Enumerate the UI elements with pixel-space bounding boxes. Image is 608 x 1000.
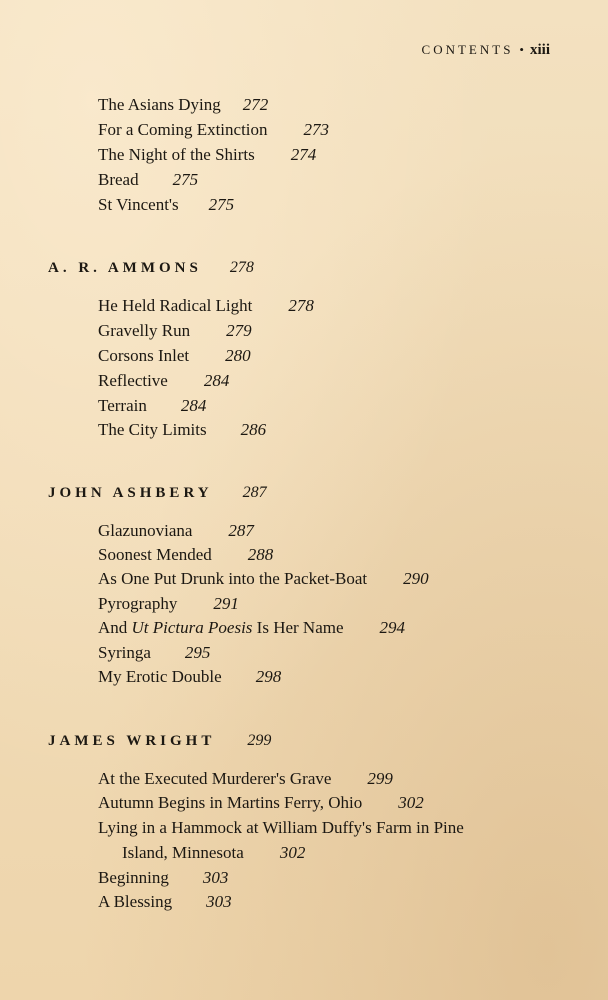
entry-title-italic: Ut Pictura Poesis: [131, 618, 253, 637]
author-name: A. R. AMMONS: [48, 260, 202, 276]
entry-page: 286: [240, 420, 267, 439]
entry-title: Pyrography: [98, 594, 178, 613]
entry-title: Beginning: [98, 868, 169, 887]
author-heading: [48, 732, 271, 750]
entry-title: The Night of the Shirts: [98, 145, 255, 164]
toc-entry: [98, 618, 405, 638]
entry-title: The City Limits: [98, 420, 207, 439]
entry-title: Autumn Begins in Martins Ferry, Ohio: [98, 793, 363, 812]
entry-title: Gravelly Run: [98, 321, 191, 340]
entry-page: 272: [242, 95, 269, 114]
toc-entry: [98, 95, 268, 115]
entry-title: Bread: [98, 170, 139, 189]
toc-entry: [98, 868, 228, 888]
author-name: JOHN ASHBERY: [48, 485, 213, 501]
toc-entry: [98, 569, 429, 589]
toc-entry: [98, 643, 210, 663]
toc-entry-continuation: [122, 843, 305, 863]
toc-entry: [98, 170, 198, 190]
toc-entry: [98, 793, 424, 813]
toc-entry: [98, 521, 254, 541]
toc-entry: [98, 818, 464, 838]
entry-page: 288: [247, 545, 274, 564]
entry-title: Island, Minnesota: [122, 843, 244, 862]
entry-page: 299: [367, 769, 393, 788]
entry-title: For a Coming Extinction: [98, 120, 268, 139]
entry-title: A Blessing: [98, 892, 173, 911]
entry-title: The Asians Dying: [98, 95, 221, 114]
author-name: JAMES WRIGHT: [48, 733, 216, 749]
entry-page: 278: [288, 296, 314, 315]
entry-title: Lying in a Hammock at William Duffy's Farm in Pine: [98, 818, 464, 837]
toc-entry: [98, 420, 266, 440]
entry-page: 302: [398, 793, 424, 812]
running-head-separator: •: [519, 42, 524, 57]
toc-entry: [98, 346, 251, 366]
toc-entry: [98, 769, 393, 789]
entry-page: 275: [172, 170, 199, 189]
entry-page: 291: [213, 594, 239, 613]
entry-title: Syringa: [98, 643, 151, 662]
entry-page: 279: [226, 321, 252, 340]
entry-title: Glazunoviana: [98, 521, 193, 540]
entry-title-part: Is Her Name: [256, 618, 344, 637]
entry-page: 303: [202, 868, 229, 887]
toc-entry: [98, 545, 273, 565]
entry-page: 284: [180, 396, 207, 415]
toc-entry: [98, 396, 206, 416]
author-heading: [48, 484, 267, 502]
toc-entry: [98, 296, 314, 316]
author-heading: [48, 259, 254, 277]
entry-page: 287: [228, 521, 254, 540]
toc-entry: [98, 195, 234, 215]
entry-title-part: And: [98, 618, 128, 637]
toc-entry: [98, 120, 329, 140]
running-head: [422, 42, 550, 59]
entry-title: As One Put Drunk into the Packet-Boat: [98, 569, 368, 588]
entry-page: 275: [208, 195, 235, 214]
entry-page: 273: [303, 120, 330, 139]
entry-page: 284: [203, 371, 230, 390]
page-number: xiii: [529, 42, 550, 58]
entry-title: Corsons Inlet: [98, 346, 190, 365]
entry-page: 290: [403, 569, 429, 588]
toc-entry: [98, 145, 316, 165]
entry-title: Soonest Mended: [98, 545, 212, 564]
entry-title: At the Executed Murderer's Grave: [98, 769, 332, 788]
toc-entry: [98, 594, 239, 614]
toc-entry: [98, 892, 232, 912]
entry-page: 294: [379, 618, 406, 637]
author-page: 287: [242, 484, 267, 501]
entry-title: Terrain: [98, 396, 147, 415]
toc-entry: [98, 321, 252, 341]
toc-entry: [98, 371, 229, 391]
author-page: 299: [247, 732, 272, 749]
entry-page: 295: [184, 643, 211, 662]
entry-title: St Vincent's: [98, 195, 179, 214]
entry-title: He Held Radical Light: [98, 296, 253, 315]
entry-page: 280: [225, 346, 251, 365]
entry-title: My Erotic Double: [98, 667, 222, 686]
author-page: 278: [229, 259, 254, 276]
entry-page: 303: [206, 892, 232, 911]
entry-title: Reflective: [98, 371, 168, 390]
running-head-label: CONTENTS: [421, 42, 514, 57]
entry-page: 298: [255, 667, 282, 686]
toc-entry: [98, 667, 281, 687]
entry-page: 302: [279, 843, 306, 862]
entry-page: 274: [290, 145, 317, 164]
